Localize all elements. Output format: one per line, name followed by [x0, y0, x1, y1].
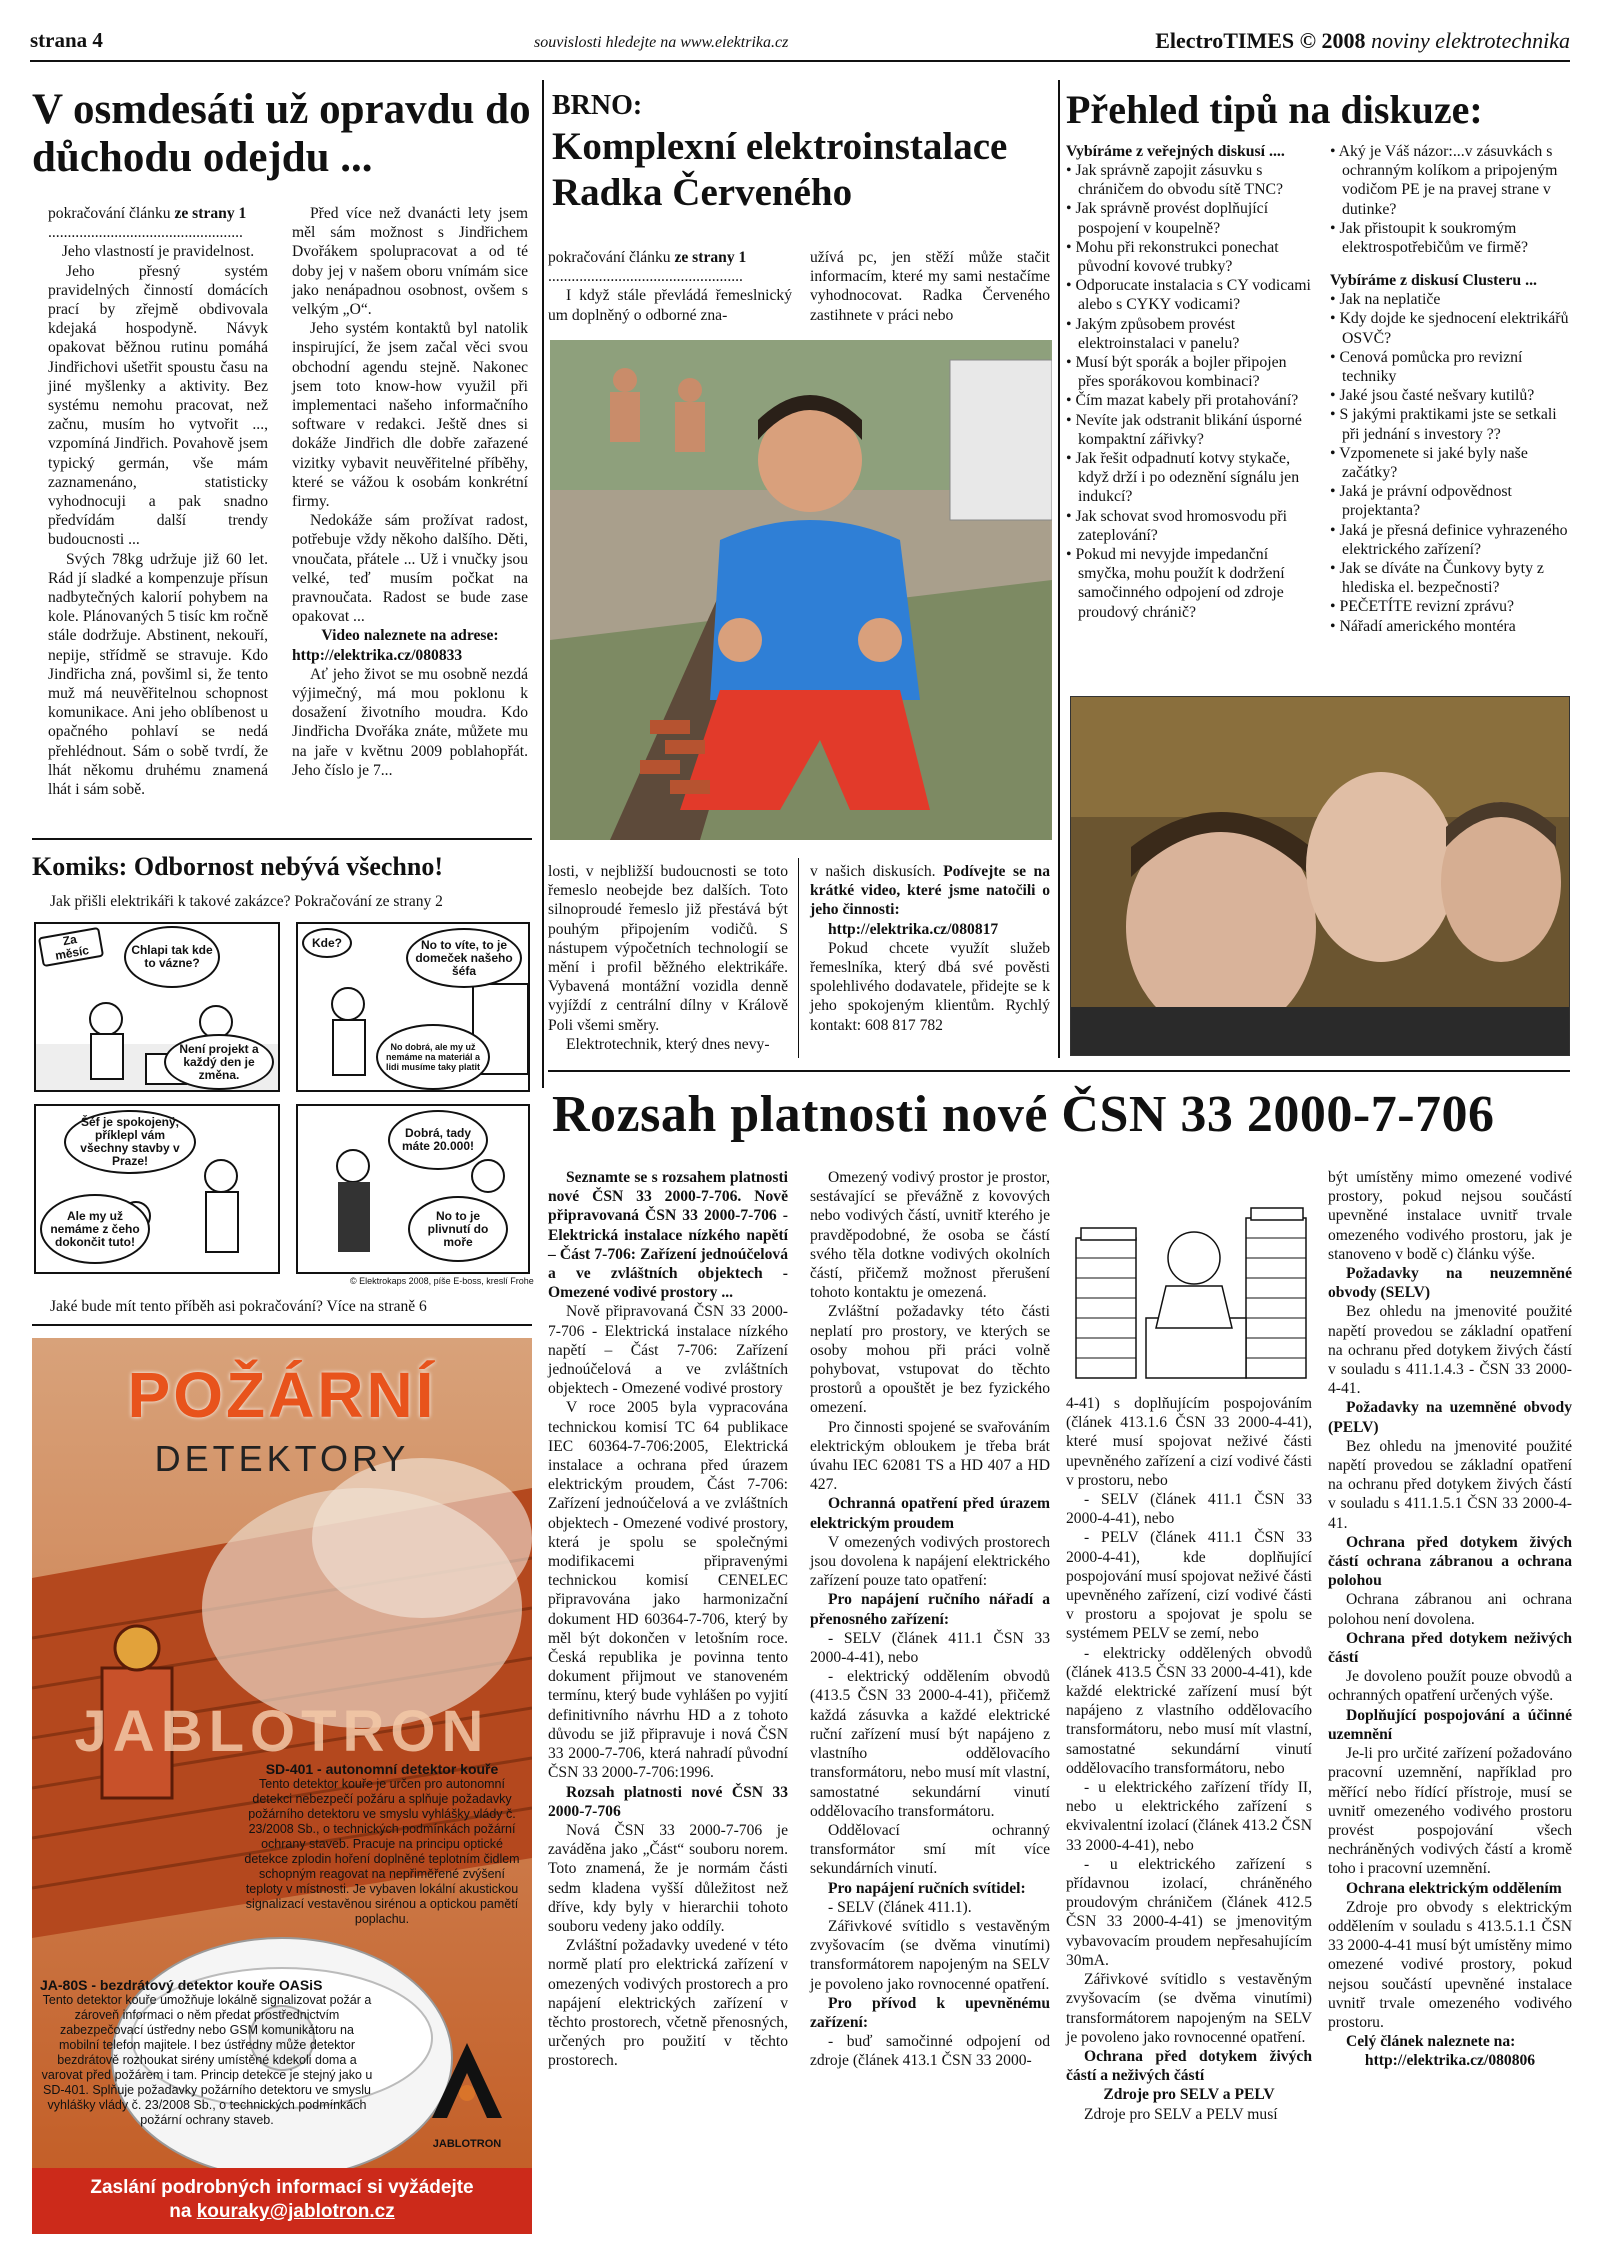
paragraph: Elektrotechnik, který dnes nevy-: [566, 1035, 770, 1053]
ad-product-title: JA-80S - bezdrátový detektor kouře OASiS: [40, 1977, 323, 1993]
paragraph: Nová ČSN 33 2000-7-706 je zaváděna jako „Část“ souboru norem. Toto znamená, že je normám části sedm kladena vyšší důležitost než dříve, kdy byly v hierarchii tohoto souboru vedeny jako oddíly.: [548, 1821, 788, 1935]
tip-link[interactable]: • Jaká je přesná definice vyhrazeného elektrického zařízení?: [1330, 521, 1570, 559]
article-kicker: BRNO:: [552, 90, 643, 121]
comic-panel-4: [296, 1104, 530, 1274]
section-rule: [548, 1070, 1570, 1072]
brno-col-1-top: [548, 248, 792, 325]
speech-bubble: No dobrá, ale my už nemáme na materiál a lidi musíme taky platit: [376, 1024, 490, 1090]
tip-link[interactable]: • S jakými praktikami jste se setkali při jednání s investory ??: [1330, 405, 1570, 443]
tip-link[interactable]: • Musí být sporák a bojler připojen přes sporákovou kombinaci?: [1066, 353, 1316, 391]
paragraph: V roce 2005 byla vypracována technickou komisí TC 64 publikace IEC 60364-7-706:2005, Elektrická instalace a ochrana před úrazem elektrickým proudem, Část 7-706: Zařízení jednoúčelová a ve zvláštních objektech - Omezené vodivé prostory, která je spolu se společnými modifikacemi připravenými technickou komisí CENELEC připravována jako harmonizační dokument HD 60364-7-706, který by měl být dokončen v letošním roce. Česká republika je povinna tento dokument přijmout ve stanoveném termínu, který bude vyhlášen po vyjití definitivního návrhu HD a z tohoto důvodu se již připravuje i nová ČSN 33 2000-7-706, která nahradí původní ČSN 33 2000-7-706:1996.: [548, 1399, 788, 1782]
ad-logo-text: JABLOTRON: [432, 2138, 502, 2150]
paragraph: užívá pc, jen stěží může stačit informacím, které my sami nestačíme vyhodnocovat. Radka Červeného zastihnete v práci nebo: [810, 249, 1050, 324]
section-rule: [32, 838, 532, 840]
subheading: Ochrana elektrickým oddělením: [1346, 1879, 1562, 1897]
paragraph: být umístěny mimo omezené vodivé prostory, pokud nejsou součástí upevněné instalace uvnitř trvale omezeného vodivého prostoru, jak je stanoveno v bodě c) článku výše.: [1328, 1169, 1572, 1263]
ad-product-1: [242, 1762, 522, 1927]
speech-bubble: Dobrá, tady máte 20.000!: [388, 1110, 488, 1170]
photo-art: [550, 340, 1052, 840]
masthead-brand: ElectroTIMES © 2008: [1155, 28, 1366, 53]
comic-panel-3: [34, 1104, 280, 1274]
dots-separator: ..................................................: [548, 268, 743, 286]
paragraph: Je-li pro určité zařízení požadováno pracovní uzemnění, například pro měřící nebo řídící přístroje, musí se uvnitř omezeného vodivého prostoru provést pospojování všech nechráněných vodivých částí a kromě toho i pracovní uzemnění.: [1328, 1745, 1572, 1878]
subheading: Rozsah platnosti nové ČSN 33 2000-7-706: [548, 1783, 788, 1820]
subheading: Doplňující pospojování a účinné uzemnění: [1328, 1706, 1572, 1743]
speech-bubble: Za měsíc: [38, 927, 104, 967]
paragraph: V omezených vodivých prostorech jsou dovolena k napájení elektrického zařízení pouze tato opatření:: [810, 1533, 1050, 1590]
tip-link[interactable]: • Aký je Váš názor:...v zásuvkách s ochranným kolíkom a pripojeným vodičom PE je na pravej strane v dutinke?: [1330, 142, 1570, 219]
column-divider: [1058, 80, 1060, 1058]
paragraph: I když stále převládá řemeslnický um doplněný o odborné zna-: [548, 287, 792, 324]
paragraph: - PELV (článek 411.1 ČSN 33 2000-4-41), kde doplňující pospojování musí spojovat neživé části upevněného zařízení, cizí vodivé části v prostoru a spojovat je spolu se systémem PELV se zemí, nebo: [1066, 1529, 1312, 1643]
paragraph: Jeho vlastností je pravidelnost.: [61, 243, 255, 261]
comic-credit: © Elektrokaps 2008, píše E-boss, kreslí Frohe: [350, 1276, 534, 1286]
paragraph: Pro činnosti spojené se svařováním elektrickým obloukem je třeba brát úvahu IEC 62081 TS a HD 407 a HD 427.: [810, 1418, 1050, 1494]
subheading: Seznamte se s rozsahem platnosti nové ČSN 33 2000-7-706. Nově připravovaná ČSN 33 2000-7-706 - Elektrická instalace nízkého napětí – Část 7-706: Zařízení jednoúčelová a ve zvláštních objektech - Omezené vodivé prostory ...: [548, 1169, 788, 1302]
subheading: Celý článek naleznete na:: [1346, 2033, 1516, 2051]
cartoon-illustration: [1066, 1168, 1316, 1388]
tips-list-heading: Vybíráme z diskusí Clusteru ...: [1330, 272, 1537, 290]
ad-email-link[interactable]: kouraky@jablotron.cz: [196, 2201, 395, 2222]
tip-link[interactable]: • Nevíte jak odstranit blikání úsporné kompaktní zářivky?: [1066, 411, 1316, 449]
paragraph: Ať jeho život se mu osobně nezdá výjimečný, má mou poklonu k dosažení životního moudra. Kdo Jindřicha Dvořáka znáte, můžete mu na jaře v květnu 2009 poblahopřát. Jeho číslo je 7...: [292, 665, 528, 779]
dots-separator: ..................................................: [48, 224, 243, 242]
ad-subheadline: DETEKTORY: [154, 1438, 410, 1479]
subheading: Pro napájení ručního nářadí a přenosného zařízení:: [810, 1591, 1050, 1628]
continuation-note: pokračování článku ze strany 1: [548, 249, 747, 266]
tip-link[interactable]: • Mohu při rekonstrukci ponechat původní kovové trubky?: [1066, 238, 1316, 276]
brno-col-2-bottom: v našich diskusích. Podívejte se na krátké video, které jsme natočili o jeho činnosti: http://elektrika.cz/080817 Pokud chcete využít služeb řemeslníka, který dbá své pověsti spolehlivého dodavatele, přidejte se k jeho spokojeným klientům. Rychlý kontakt: 608 817 782: [810, 863, 1051, 1034]
subheading: Pro přívod k upevněnému zařízení:: [810, 1994, 1050, 2031]
tip-link[interactable]: • Jak řešit odpadnutí kotvy stykače, když drží i po odeznění sígnálu jen indukcí?: [1066, 449, 1316, 507]
retirement-col-1: [48, 204, 268, 799]
comic-panel-2: [296, 922, 530, 1092]
tip-link[interactable]: • Kdy dojde ke sjednocení elektrikářů OSVČ?: [1330, 309, 1570, 347]
tip-link[interactable]: • Pokud mi nevyjde impedanční smyčka, mohu použít k dodržení samočinného odpojení od zdroje proudový chránič?: [1066, 545, 1316, 622]
subheading: Pro napájení ručních svítidel:: [828, 1879, 1026, 1897]
ad-product-title: SD-401 - autonomní detektor kouře: [265, 1761, 499, 1777]
tips-column-1: [1066, 142, 1316, 622]
paragraph: Omezený vodivý prostor je prostor, sestávající se převážně z kovových nebo vodivých částí, uvnitř kterého je pravděpodobné, že osoba se částí svého těla dotkne vodivých okolních částí, přičemž možnost přerušení tohoto kontaktu je omezená.: [810, 1169, 1050, 1302]
speech-bubble: Ale my už nemáme z čeho dokončit tuto!: [40, 1194, 150, 1264]
column-divider: [798, 858, 799, 1058]
jablotron-ad[interactable]: [32, 1338, 532, 2234]
paragraph: Je dovoleno použít pouze obvodů a ochranných opatření určených výše.: [1328, 1668, 1572, 1705]
paragraph: Zářivkové svítidlo s vestavěným zvyšovacím (se dvěma vinutími) transformátorem napojeným na SELV je povoleno jako rovnocenné opatření.: [810, 1917, 1050, 1993]
paragraph: - u elektrického zařízení třídy II, nebo u elektrického zařízení s ekvivalentní izolací (článek 413.2 ČSN 33 2000-4-41), nebo: [1066, 1779, 1312, 1854]
video-link-label: Video naleznete na adrese:: [321, 627, 499, 645]
tips-list-public-2: [1330, 142, 1570, 257]
speech-bubble: Není projekt a každý den je změna.: [164, 1034, 274, 1090]
brno-col-2-top: [810, 248, 1050, 325]
brno-col-1-bottom: [548, 862, 788, 1054]
tip-link[interactable]: • Jak přistoupit k soukromým elektrospotřebičům ve firmě?: [1330, 219, 1570, 257]
paragraph: Zdroje pro obvody s elektrickým oddělením v souladu s 413.5.1.1 ČSN 33 2000-4-41 musí být umístěny mimo omezené vodivé prostory, pokud nejsou součástí upevněné instalace uvnitř trvale omezeného vodivého prostoru.: [1328, 1898, 1572, 2031]
subheading: Požadavky na neuzemněné obvody (SELV): [1328, 1265, 1572, 1302]
ad-footer-line: Zaslání podrobných informací si vyžádejte: [90, 2177, 474, 2198]
subheading: Ochrana před dotykem živých částí ochrana zábranou a ochrana polohou: [1328, 1533, 1572, 1590]
worker-photo: [550, 340, 1052, 840]
paragraph: Jeho přesný systém pravidelných činností domácích prací by zřejmě obdivovala kdejaká hospodyně. Návyk opakovat běžnou rutinu pomáhá Jindřichovi ušetřit spoustu času na jiné myšlenky a aktivity. Bez systému nemohu pracovat, než začnu, musím ho vytvořit ..., vzpomíná Jindřich. Povahově jsem typický germán, vše mám zaznamenáno, statisticky vyhodnocuji a pak snadno předvídám další trendy budoucnosti ...: [48, 262, 268, 549]
tip-link[interactable]: • Jak na neplatiče: [1330, 290, 1570, 309]
tip-link[interactable]: • Jak se díváte na Čunkovy byty z hlediska el. bezpečnosti?: [1330, 559, 1570, 597]
paragraph: - SELV (článek 411.1 ČSN 33 2000-4-41), nebo: [1066, 1491, 1312, 1528]
continuation-note: pokračování článku ze strany 1: [48, 205, 247, 222]
paragraph: - SELV (článek 411.1 ČSN 33 2000-4-41), nebo: [810, 1629, 1050, 1667]
tip-link[interactable]: • Jak správně zapojit zásuvku s chráničem do obvodu sítě TNC?: [1066, 161, 1316, 199]
speech-bubble: Chlapi tak kde to vázne?: [124, 926, 220, 988]
csn-col-4: [1328, 1168, 1572, 2071]
paragraph: Nedokáže sám prožívat radost, potřebuje vždy někoho dalšího. Děti, vnoučata, přátele ... Už i vnučky jsou velké, teď musím počkat na pravnoučata. Radost se bude zase opakovat ...: [292, 512, 528, 626]
jablotron-logo-icon: [422, 2038, 512, 2138]
video-link[interactable]: http://elektrika.cz/080833: [292, 646, 463, 664]
article-title-brno: Komplexní elektroinstalace Radka Červeného: [552, 125, 1008, 214]
paragraph: Před více než dvanácti lety jsem měl sám možnost s Jindřichem Dvořákem spolupracovat a od té doby jej v našem oboru vnímám sice jako nenápadnou osobnost, ovšem s velkým „O“.: [292, 205, 528, 319]
tips-column-2: [1330, 142, 1570, 636]
comic-outro: Jaké bude mít tento příběh asi pokračování? Více na straně 6: [50, 1298, 427, 1315]
ad-footer-line: na kouraky@jablotron.cz: [169, 2201, 395, 2222]
ad-footer: [32, 2168, 532, 2234]
paragraph: - SELV (článek 411.1).: [828, 1898, 972, 1916]
subheading: Ochranná opatření před úrazem elektrickým proudem: [810, 1495, 1050, 1532]
speech-bubble: Šéf je spokojený, příklepl vám všechny stavby v Praze!: [64, 1110, 196, 1174]
subheading[interactable]: http://elektrika.cz/080806: [1364, 2052, 1536, 2070]
subheading: Požadavky na uzemněné obvody (PELV): [1328, 1399, 1572, 1436]
paragraph: Nově připravovaná ČSN 33 2000-7-706 - Elektrická instalace nízkého napětí – Část 7-706: Zařízení jednoúčelová a ve zvláštních objektech - Omezené vodivé prostory: [548, 1303, 788, 1398]
tip-link[interactable]: • PEČETÍTE revizní zprávu?: [1330, 597, 1570, 616]
article-title-csn: Rozsah platnosti nové ČSN 33 2000-7-706: [552, 1086, 1495, 1143]
header-rule: [30, 60, 1570, 62]
page-number: strana 4: [30, 28, 103, 52]
paragraph: Zářivkové svítidlo s vestavěným zvyšovacím (se dvěma vinutími) transformátorem napojeným na SELV je povoleno jako rovnocenné opatření.: [1066, 1971, 1312, 2046]
tip-link[interactable]: • Jakým způsobem provést elektroinstalaci v panelu?: [1066, 315, 1316, 353]
masthead: [1155, 28, 1570, 54]
paragraph: Pokud chcete využít služeb řemeslníka, který dbá své pověsti spolehlivého dodavatele, přidejte se k jeho spokojeným klientům. Rychlý kontakt: 608 817 782: [810, 939, 1050, 1034]
paragraph: Bez ohledu na jmenovité použité napětí provedou se základní opatření na ochranu před dotykem živých částí v souladu s 411.1.4.3 - ČSN 33 2000-4-41.: [1328, 1303, 1572, 1398]
speech-bubble: Kde?: [302, 928, 352, 958]
ad-brand: JABLOTRON: [74, 1699, 490, 1764]
paragraph: Ochrana zábranou ani ochrana polohou není dovolena.: [1328, 1591, 1572, 1628]
header-note: souvislosti hledejte na www.elektrika.cz: [534, 34, 789, 51]
tips-list-heading: Vybíráme z veřejných diskusí ....: [1066, 143, 1285, 160]
group-photo: [1070, 696, 1570, 1056]
ad-product-text: Tento detektor kouře umožňuje lokálně signalizovat požár a zároveň informaci o něm předat prostřednictvím zabezpečovací ústředny nebo GSM komunikátoru na mobilní telefon majitele. I bez ústředny může detektor bezdrátově rozhoukat sirény umístěné kdekoli doma a varovat před požárem i tam. Princip detekce je stejný jako u SD-401. Splňuje požadavky požárního detektoru ve smyslu vyhlášky vlády č. 23/2008 Sb., o technických podmínkách požární ochrany staveb.: [41, 1993, 373, 2127]
tip-link[interactable]: • Jak správně provést doplňující pospojení v koupelně?: [1066, 199, 1316, 237]
tip-link[interactable]: • Nářadí amerického montéra: [1330, 617, 1570, 636]
paragraph: Zdroje pro SELV a PELV musí: [1084, 2105, 1278, 2123]
tips-title: Přehled tipů na diskuze:: [1066, 87, 1483, 132]
tip-link[interactable]: • Jaké jsou časté nešvary kutilů?: [1330, 386, 1570, 405]
speech-bubble: No to je plivnutí do moře: [408, 1196, 508, 1262]
paragraph: - u elektrického zařízení s přídavnou izolací, chráněného proudovým chráničem (článek 412.5 ČSN 33 2000-4-41) se jmenovitým vybavovacím proudem nepřesahujícím 30mA.: [1066, 1855, 1312, 1969]
tip-link[interactable]: • Vzpomenete si jaké byly naše začátky?: [1330, 444, 1570, 482]
ad-product-text: Tento detektor kouře je určen pro autonomní detekci nebezpečí požáru a splňuje požadavky požárního detektoru ve smyslu vyhlášky vlády č. 23/2008 Sb., o technických podmínkách požární ochrany staveb. Pracuje na principu optické detekce zplodin hoření doplněné teplotním čidlem schopným reagovat na nepřiměřené zvýšení teploty v místnosti. Je vybaven lokální akustickou signalizací vestavěnou sirénou a optickou pamětí poplachu.: [244, 1777, 520, 1926]
tips-list-public: [1066, 161, 1316, 622]
csn-col-3: [1066, 1394, 1312, 2124]
subheading: Zdroje pro SELV a PELV: [1103, 2086, 1275, 2104]
paragraph: Zvláštní požadavky této části neplatí pro prostory, ve kterých se osoby mohou při práci volně pohybovat, vstupovat do těchto prostorů a opouštět je bez fyzického omezení.: [810, 1303, 1050, 1417]
comic-panel-1: [34, 922, 280, 1092]
paragraph: Jeho systém kontaktů byl natolik inspirující, že jsem začal věci svou obchodní agendu stejně. Nakonec jsem toto know-how využil při implementaci našeho informačního software v redakci. Ještě dnes si dokáže Jindřich dle dobře zařazené vizitky vybavit neuvěřitelné příběhy, které se vážou k osobám konkrétní firmy.: [292, 320, 528, 511]
speech-bubble: No to víte, to je domeček našeho šéfa: [406, 928, 522, 988]
photo-art: [1071, 697, 1570, 1056]
tip-link[interactable]: • Jak schovat svod hromosvodu při zateplování?: [1066, 507, 1316, 545]
article-title-retirement: V osmdesáti už opravdu do důchodu odejdu ...: [32, 86, 531, 181]
paragraph: - elektrický oddělením obvodů (413.5 ČSN 33 2000-4-41), přičemž každá zásuvka a každé elektrické ruční zařízení musí být napájeno z vlastního oddělovacího transformátoru, nebo musí mít vlastní, samostatné sekundární vinutí oddělovacího transformátoru.: [810, 1668, 1050, 1820]
tip-link[interactable]: • Jaká je právní odpovědnost projektanta?: [1330, 482, 1570, 520]
column-divider: [542, 80, 544, 1088]
video-callout: Podívejte se na krátké video, které jsme natočili o jeho činnosti:: [810, 863, 1051, 919]
tips-list-cluster: [1330, 290, 1570, 636]
paragraph: 4-41) s doplňujícím pospojováním (článek 413.1.6 ČSN 33 2000-4-41), které musí spojovat neživé části upevněného zařízení a cizí vodivé části v prostoru, nebo: [1066, 1395, 1312, 1489]
masthead-tagline: noviny elektrotechnika: [1371, 28, 1570, 53]
comic-intro: Jak přišli elektrikáři k takové zakázce? Pokračování ze strany 2: [50, 893, 443, 910]
tip-link[interactable]: • Čím mazat kabely při protahování?: [1066, 391, 1316, 410]
tip-link[interactable]: • Odporucate instalacia s CY vodicami alebo s CYKY vodicami?: [1066, 276, 1316, 314]
csn-col-1: [548, 1168, 788, 2071]
ad-headline: POŽÁRNÍ: [127, 1359, 437, 1431]
paragraph: losti, v nejbližší budoucnosti se toto řemeslo neobejde bez dalších. Toto silnoproudé řemeslo již přestává být pouhým připojením vodičů. S nástupem výpočetních technologií se mění i profil běžného elektrikáře. Vybavená montážní vozidla denně vyjíždí z centrální dílny v Králově Poli všemi směry.: [548, 863, 788, 1034]
paragraph: Bez ohledu na jmenovité použité napětí provedou se základní opatření na ochranu před dotykem živých částí v souladu s 411.1.5.1 ČSN 33 2000-4-41.: [1328, 1437, 1572, 1532]
retirement-col-2: [292, 204, 528, 780]
csn-col-2: [810, 1168, 1050, 2071]
section-rule: [32, 1324, 532, 1326]
paragraph: Svých 78kg udržuje již 60 let. Rád jí sladké a kompenzuje přísun nadbytečných kalorií pohybem na kole. Plánovaných 5 tisíc km ročně stále dodržuje. Abstinent, nekouří, nepije, střídmě se stravuje. Kdo Jindřicha zná, povšiml si, že tento muž má neuvěřitelnou schopnost komunikace. Ani jeho oblíbenost u opačného pohlaví se nedá přehlédnout. Sám o sobě tvrdí, že lhát někomu druhému znamená lhát i sám sobě.: [48, 550, 268, 799]
paragraph: - elektricky oddělených obvodů (článek 413.5 ČSN 33 2000-4-41), kde každé elektrické zařízení musí být napájeno z vlastního oddělovacího transformátoru, nebo musí mít vlastní, samostatné sekundární vinutí oddělovacího transformátoru, nebo: [1066, 1644, 1312, 1777]
comic-title: Komiks: Odbornost nebývá všechno!: [32, 852, 443, 881]
subheading: Ochrana před dotykem živých částí a neživých částí: [1066, 2047, 1312, 2085]
cartoon-art: [1066, 1168, 1316, 1388]
subheading: Ochrana před dotykem neživých částí: [1328, 1629, 1572, 1667]
tip-link[interactable]: • Cenová pomůcka pro revizní techniky: [1330, 348, 1570, 386]
paragraph: Zvláštní požadavky uvedené v této normě platí pro elektrická zařízení v omezených vodivých prostorech a pro napájení elektrických zařízení v těchto prostorech, včetně přenosných, určených pro použití v těchto prostorech.: [548, 1937, 788, 2070]
paragraph: Oddělovací ochranný transformátor smí mít více sekundárních vinutí.: [810, 1821, 1050, 1878]
video-link[interactable]: http://elektrika.cz/080817: [828, 920, 999, 938]
paragraph: - buď samočinné odpojení od zdroje (článek 413.1 ČSN 33 2000-: [810, 2033, 1050, 2070]
